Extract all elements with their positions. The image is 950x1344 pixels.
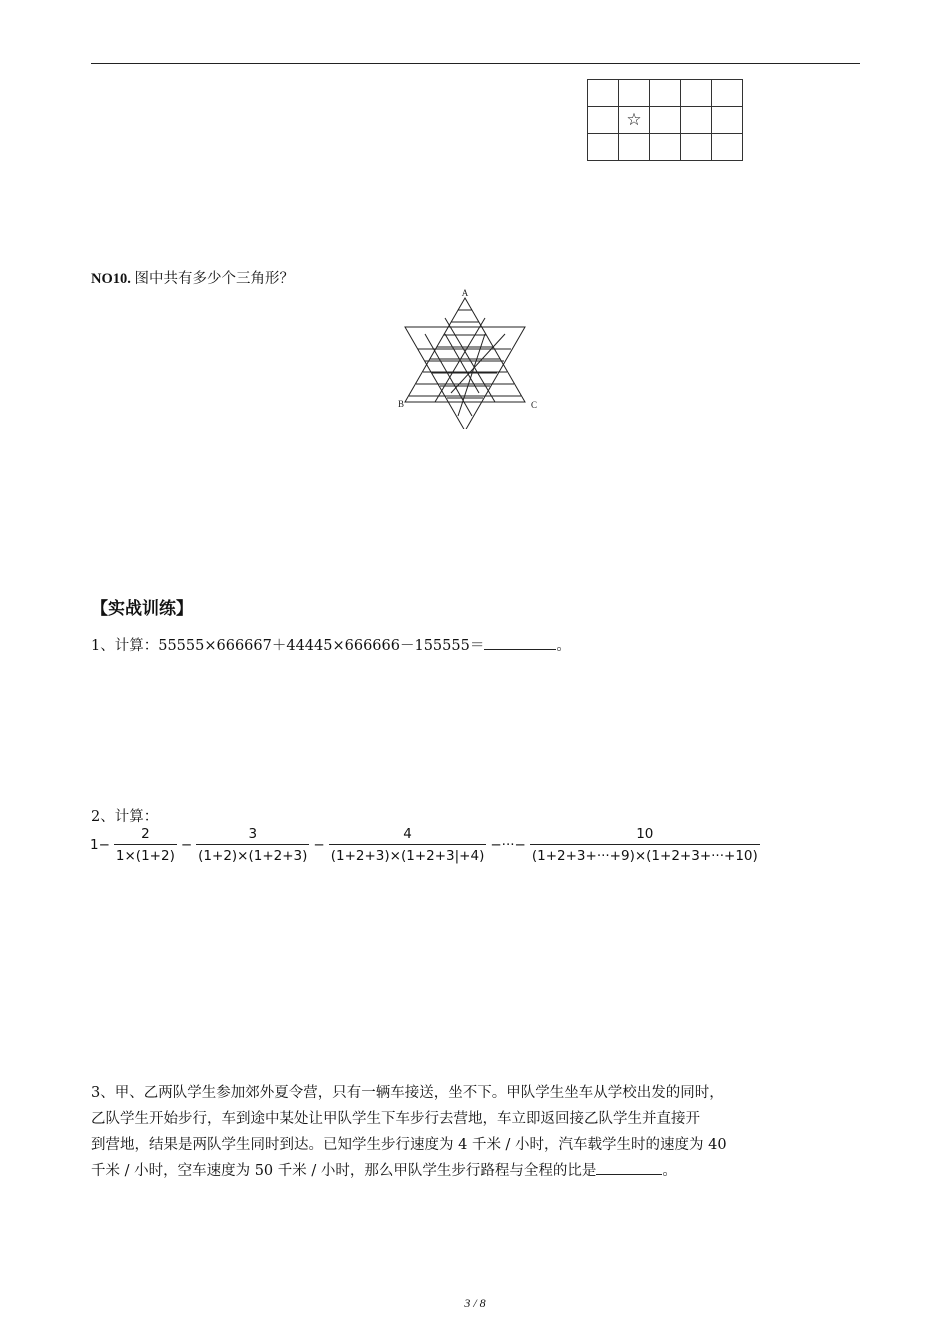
fraction-term [114,826,177,864]
star-icon: ☆ [619,107,650,134]
problem-3-line: 3、甲、乙两队学生参加郊外夏令营，只有一辆车接送，坐不下。甲队学生坐车从学校出发的同时， [91,1085,724,1101]
header-rule [91,63,860,64]
fraction-term [329,826,487,864]
problem-3 [91,1080,871,1184]
fraction-denominator: (1+2+3+···+9)×(1+2+3+···+10) [530,844,760,864]
question-10 [91,267,294,288]
vertex-label-a: A [461,288,469,298]
vertex-label-b: B [397,399,405,409]
section-title: 【实战训练】 [91,599,193,619]
fraction-term [530,826,760,864]
fraction-numerator: 4 [403,826,412,842]
problem-3-end: 。 [662,1163,677,1179]
series-formula [88,826,762,864]
problem-1-end: 。 [556,638,571,654]
page-number: 3 / 8 [464,1296,486,1310]
formula-lead: 1− [90,837,110,853]
question-10-text: 图中共有多少个三角形？ [134,271,294,287]
answer-blank [484,637,556,650]
hexagram-triangle-figure [394,284,544,429]
problem-2-title: 2、计算： [91,809,159,825]
fraction-numerator: 2 [141,826,150,842]
fraction-denominator: 1×(1+2) [114,844,177,864]
problem-3-line: 千米 / 小时，空车速度为 50 千米 / 小时，那么甲队学生步行路程与全程的比是 [91,1163,597,1179]
question-10-number: NO10. [91,271,131,287]
fraction-numerator: 10 [636,826,654,842]
problem-1-text: 1、计算：55555×666667＋44445×666666－155555＝ [91,638,485,654]
answer-blank [596,1162,662,1175]
fraction-denominator: (1+2)×(1+2+3) [196,844,309,864]
problem-3-line: 到营地，结果是两队学生同时到达。已知学生步行速度为 4 千米 / 小时，汽车载学生时的速度为 40 [91,1137,727,1153]
fraction-term [196,826,309,864]
problem-3-line: 乙队学生开始步行，车到途中某处让甲队学生下车步行去营地，车立即返回接乙队学生并直接开 [91,1111,700,1127]
star-grid [587,79,743,161]
minus-sign: − [313,837,325,853]
ellipsis: −···− [490,837,526,853]
minus-sign: − [180,837,193,853]
problem-3-last-line [91,1158,871,1184]
vertex-label-c: C [530,400,538,410]
fraction-denominator: (1+2+3)×(1+2+3|+4) [329,844,487,864]
problem-1 [91,634,571,655]
fraction-numerator: 3 [248,826,258,842]
